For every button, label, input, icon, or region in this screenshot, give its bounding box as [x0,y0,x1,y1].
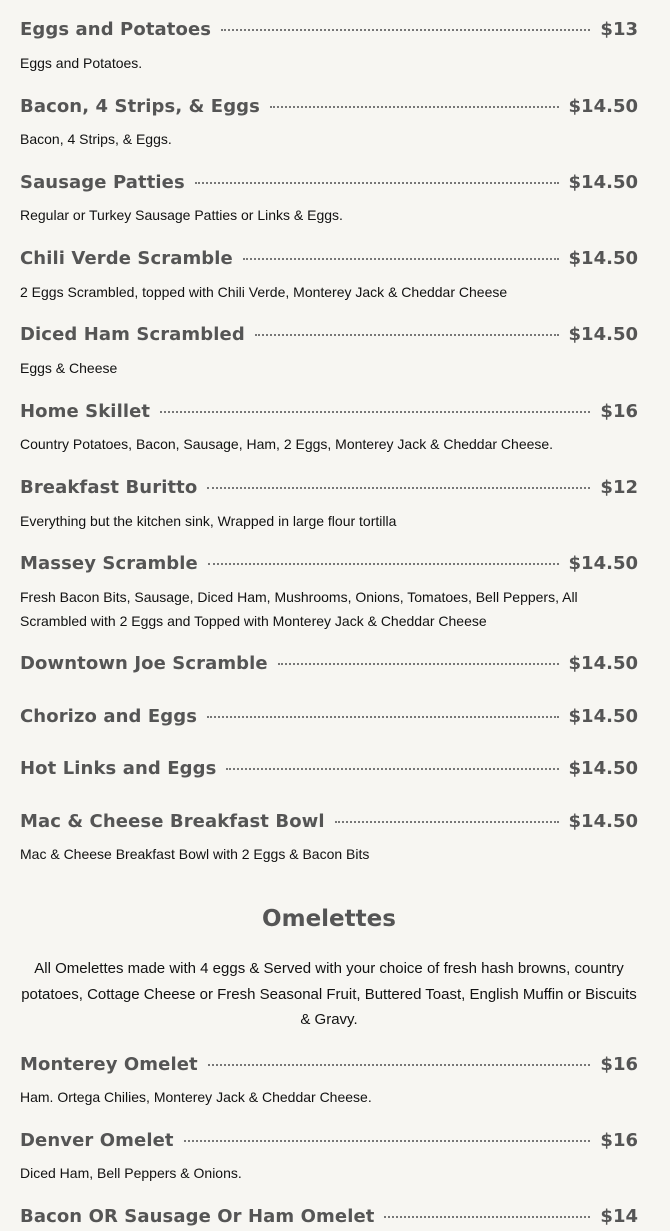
leader-dots [184,1140,591,1142]
item-name: Mac & Cheese Breakfast Bowl [20,810,325,832]
item-description: Eggs and Potatoes. [20,55,143,71]
item-price: $14.50 [568,323,638,345]
menu-item [20,649,638,677]
leader-dots [207,487,590,489]
item-name: Chili Verde Scramble [20,247,233,269]
item-price: $13 [600,18,638,40]
item-price: $16 [600,1129,638,1151]
leader-dots [278,663,559,665]
item-description: Bacon, 4 Strips, & Eggs. [20,131,172,147]
menu-item [20,473,638,501]
leader-dots [221,29,590,31]
menu-item [20,702,638,730]
item-price: $16 [600,1053,638,1075]
leader-dots [207,716,558,718]
menu-item [20,320,638,348]
menu-item [20,754,638,782]
item-name: Home Skillet [20,400,151,422]
item-name: Diced Ham Scrambled [20,323,245,345]
menu-item [20,807,638,835]
item-name: Bacon OR Sausage Or Ham Omelet [20,1205,375,1227]
leader-dots [335,821,559,823]
item-name: Breakfast Buritto [20,476,198,498]
item-name: Eggs and Potatoes [20,18,212,40]
item-price: $12 [600,476,638,498]
item-name: Sausage Patties [20,171,185,193]
item-price: $14.50 [568,171,638,193]
item-price: $14.50 [568,652,638,674]
menu-item [20,168,638,196]
menu-item [20,549,638,577]
item-price: $16 [600,400,638,422]
item-name: Massey Scramble [20,552,198,574]
item-description: 2 Eggs Scrambled, topped with Chili Verde, Monterey Jack & Cheddar Cheese [20,284,508,300]
item-price: $14.50 [568,95,638,117]
item-price: $14.50 [568,705,638,727]
item-description: Fresh Bacon Bits, Sausage, Diced Ham, Mushrooms, Onions, Tomatoes, Bell Peppers, All Scrambled with 2 Eggs and Topped with Monterey Jack & Cheddar Cheese [20,589,578,629]
item-name: Monterey Omelet [20,1053,198,1075]
leader-dots [208,563,559,565]
menu-item [20,1202,638,1230]
item-description: Country Potatoes, Bacon, Sausage, Ham, 2 Eggs, Monterey Jack & Cheddar Cheese. [20,436,554,452]
item-price: $14.50 [568,810,638,832]
leader-dots [255,334,559,336]
section-intro: All Omelettes made with 4 eggs & Served with your choice of fresh hash browns, country potatoes, Cottage Cheese or Fresh Seasonal Fruit, Buttered Toast, English Muffin or Biscuits & Gravy. [21,960,637,1028]
item-name: Downtown Joe Scramble [20,652,268,674]
leader-dots [195,182,559,184]
item-description: Regular or Turkey Sausage Patties or Links & Eggs. [20,207,343,223]
item-description: Mac & Cheese Breakfast Bowl with 2 Eggs & Bacon Bits [20,846,370,862]
leader-dots [160,411,590,413]
leader-dots [384,1216,590,1218]
item-price: $14.50 [568,757,638,779]
menu-item [20,1126,638,1154]
menu-item [20,397,638,425]
item-name: Chorizo and Eggs [20,705,198,727]
menu-item [20,15,638,43]
item-description: Eggs & Cheese [20,360,118,376]
item-description: Ham. Ortega Chilies, Monterey Jack & Cheddar Cheese. [20,1089,372,1105]
section-title-omelettes: Omelettes [262,906,396,932]
leader-dots [208,1064,591,1066]
item-description: Everything but the kitchen sink, Wrapped in large flour tortilla [20,513,397,529]
item-price: $14.50 [568,247,638,269]
menu-item [20,244,638,272]
leader-dots [226,768,558,770]
menu-item [20,92,638,120]
leader-dots [270,106,559,108]
leader-dots [243,258,559,260]
item-name: Denver Omelet [20,1129,174,1151]
item-price: $14 [600,1205,638,1227]
item-name: Hot Links and Eggs [20,757,217,779]
item-name: Bacon, 4 Strips, & Eggs [20,95,260,117]
item-price: $14.50 [568,552,638,574]
menu-item [20,1050,638,1078]
item-description: Diced Ham, Bell Peppers & Onions. [20,1165,242,1181]
